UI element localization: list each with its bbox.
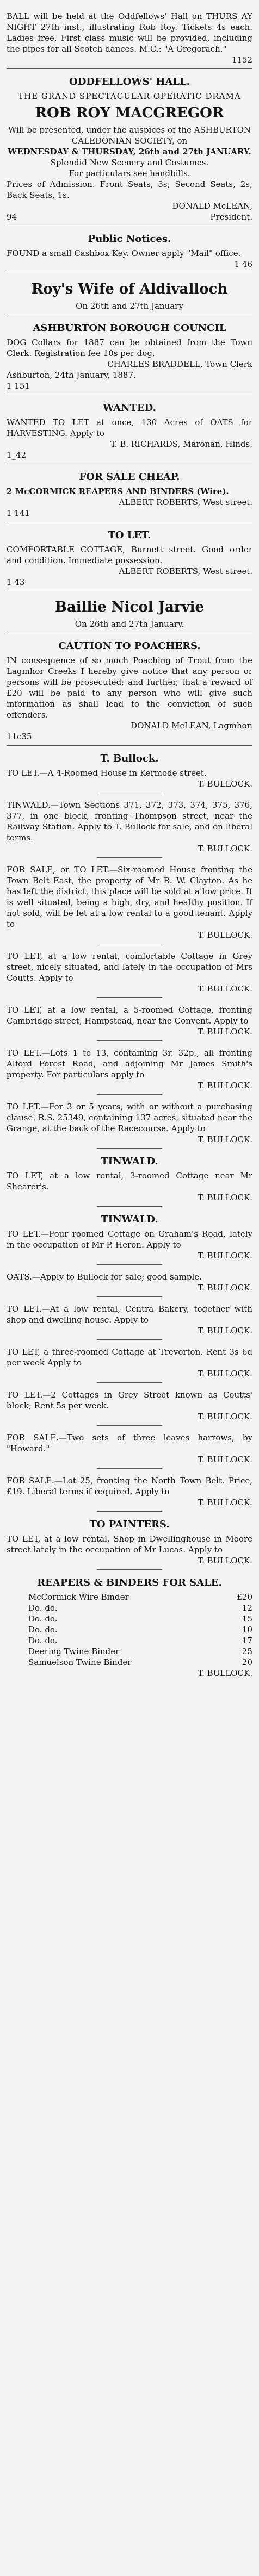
list-item: Do. do. 10 xyxy=(28,1625,252,1635)
cottage-let-text: COMFORTABLE COTTAGE, Burnett street. Good order and condition. Immediate possession. xyxy=(7,545,252,565)
wanted-ref: 1_42 xyxy=(7,450,27,460)
dog-collars-signature: CHARLES BRADDELL, Town Clerk xyxy=(107,359,252,369)
divider xyxy=(97,1148,162,1149)
tinwald-sections-text: TINWALD.—Town Sections 371, 372, 373, 374, 375, 376, 377, in one block, fronting Thompson street, near the Railway Station. Apply to T. Bullock for sale, and on liberal terms. xyxy=(7,800,252,843)
divider xyxy=(97,1094,162,1095)
divider xyxy=(97,1206,162,1207)
painters-text: TO LET, at a low rental, Shop in Dwellinghouse in Moore street lately in the occupation of Mr Lucas. Apply to xyxy=(7,1534,252,1555)
rob-roy-intro: THE GRAND SPECTACULAR OPERATIC DRAMA xyxy=(18,91,241,101)
bullock-heading: T. Bullock. xyxy=(100,753,159,764)
rob-roy-role: President. xyxy=(210,212,252,222)
grahams-road-text: TO LET.—Four roomed Cottage on Graham's Road, lately in the occupation of Mr P. Heron. Apply to xyxy=(7,1229,252,1250)
coutts-block-signature: T. BULLOCK. xyxy=(198,1412,252,1421)
hampstead-cottage-notice xyxy=(7,1005,252,1041)
divider xyxy=(97,1569,162,1570)
grange-land-signature: T. BULLOCK. xyxy=(198,1134,252,1144)
rob-roy-line-4: For particulars see handbills. xyxy=(69,169,190,178)
grey-street-cottage-signature: T. BULLOCK. xyxy=(198,984,252,994)
harrows-notice xyxy=(7,1432,252,1469)
rob-roy-line-5: Prices of Admission: Front Seats, 3s; Second Seats, 2s; Back Seats, 1s. xyxy=(7,179,252,200)
rob-roy-ref: 94 xyxy=(7,212,17,222)
grahams-road-signature: T. BULLOCK. xyxy=(198,1251,252,1261)
reapers-sale-signature: ALBERT ROBERTS, West street. xyxy=(119,497,252,507)
oats-notice xyxy=(7,1271,252,1297)
wanted-text: WANTED TO LET at once, 130 Acres of OATS for HARVESTING. Apply to xyxy=(7,417,252,438)
painters-notice xyxy=(7,1518,252,1570)
coutts-block-text: TO LET.—2 Cottages in Grey Street known as Coutts' block; Rent 5s per week. xyxy=(7,1390,252,1411)
clayton-house-notice xyxy=(7,864,252,944)
grange-land-notice xyxy=(7,1101,252,1149)
found-key-text: FOUND a small Cashbox Key. Owner apply "Mail" office. xyxy=(7,248,241,258)
rob-roy-title: ROB ROY MACGREGOR xyxy=(35,105,224,121)
alford-lots-signature: T. BULLOCK. xyxy=(198,1081,252,1090)
dog-collars-ref: 1 151 xyxy=(7,381,30,391)
divider xyxy=(97,1425,162,1426)
cottage-let-ref: 1 43 xyxy=(7,577,25,587)
baillie-dates: On 26th and 27th January. xyxy=(75,619,184,629)
reapers-sale-text: 2 McCORMICK REAPERS AND BINDERS (Wire). xyxy=(7,486,229,496)
tinwald-cottage-notice xyxy=(7,1155,252,1207)
roys-wife-title: Roy's Wife of Aldivalloch xyxy=(31,281,228,297)
bakery-signature: T. BULLOCK. xyxy=(198,1326,252,1336)
roys-wife-dates: On 26th and 27th January xyxy=(76,301,183,311)
bullock-house-notice xyxy=(7,752,252,793)
bakery-notice xyxy=(7,1303,252,1340)
tinwald-sections-notice xyxy=(7,800,252,858)
ball-notice xyxy=(7,11,252,69)
hampstead-cottage-signature: T. BULLOCK. xyxy=(198,1027,252,1037)
alford-lots-text: TO LET.—Lots 1 to 13, containing 3r. 32p., all fronting Alford Forest Road, and adjoining Mr James Smith's property. For particulars apply to xyxy=(7,1048,252,1080)
dog-collars-date: Ashburton, 24th January, 1887. xyxy=(7,370,136,380)
alford-lots-notice xyxy=(7,1047,252,1095)
found-key-ref: 1 46 xyxy=(234,259,252,269)
list-item: McCormick Wire Binder £20 xyxy=(28,1592,252,1602)
grey-street-cottage-notice xyxy=(7,951,252,998)
ball-notice-text: BALL will be held at the Oddfellows' Hall on THURS AY NIGHT 27th inst., illustrating Rob Roy. Tickets 4s each. Ladies free. First class music will be provided, including the pipes for all Scotch dances. M.C.: "A Gregorach." xyxy=(7,11,252,54)
oats-signature: T. BULLOCK. xyxy=(198,1283,252,1293)
to-let-heading: TO LET. xyxy=(108,529,151,541)
rob-roy-line-1: Will be presented, under the auspices of the ASHBURTON CALEDONIAN SOCIETY, on xyxy=(8,125,251,146)
harrows-text: FOR SALE.—Two sets of three leaves harrows, by "Howard." xyxy=(7,1433,252,1454)
binders-price-list xyxy=(7,1592,252,1668)
rob-roy-line-2: WEDNESDAY & THURSDAY, 26th and 27th JANUARY. xyxy=(8,147,251,157)
list-item: Do. do. 12 xyxy=(28,1603,252,1613)
grahams-road-notice xyxy=(7,1213,252,1265)
reapers-sale-notice xyxy=(7,471,252,522)
rob-roy-heading: ODDFELLOWS' HALL. xyxy=(69,76,190,88)
ball-notice-ref: 1152 xyxy=(231,55,252,65)
dog-collars-notice xyxy=(7,322,252,395)
rob-roy-notice xyxy=(7,76,252,226)
found-key-notice xyxy=(7,233,252,273)
painters-heading: TO PAINTERS. xyxy=(89,1519,170,1530)
trevorton-cottage-text: TO LET, a three-roomed Cottage at Trevorton. Rent 3s 6d per week Apply to xyxy=(7,1347,252,1368)
rob-roy-signature: DONALD McLEAN, xyxy=(172,201,252,211)
dog-collars-text: DOG Collars for 1887 can be obtained from the Town Clerk. Registration fee 10s per dog. xyxy=(7,338,252,358)
bullock-house-text: TO LET.—A 4-Roomed House in Kermode street. xyxy=(7,768,207,778)
binders-sale-heading: REAPERS & BINDERS FOR SALE. xyxy=(37,1577,222,1588)
oats-text: OATS.—Apply to Bullock for sale; good sample. xyxy=(7,1272,202,1282)
roys-wife-notice xyxy=(7,280,252,315)
coutts-block-notice xyxy=(7,1389,252,1426)
harrows-signature: T. BULLOCK. xyxy=(198,1455,252,1464)
public-notices-heading: Public Notices. xyxy=(88,233,171,245)
baillie-title: Baillie Nicol Jarvie xyxy=(54,599,205,615)
trevorton-cottage-notice xyxy=(7,1346,252,1383)
clayton-house-signature: T. BULLOCK. xyxy=(198,930,252,940)
list-item: Do. do. 15 xyxy=(28,1614,252,1624)
divider xyxy=(97,1339,162,1340)
bakery-text: TO LET.—At a low rental, Centra Bakery, together with shop and dwelling house. Apply to xyxy=(7,1304,252,1325)
divider xyxy=(97,1382,162,1383)
lot-25-signature: T. BULLOCK. xyxy=(198,1498,252,1507)
binders-sale-signature: T. BULLOCK. xyxy=(198,1668,252,1678)
poachers-signature: DONALD McLEAN, Lagmhor. xyxy=(131,721,252,731)
reapers-sale-ref: 1 141 xyxy=(7,508,30,518)
rob-roy-line-3: Splendid New Scenery and Costumes. xyxy=(50,158,209,167)
trevorton-cottage-signature: T. BULLOCK. xyxy=(198,1369,252,1379)
poachers-ref: 11c35 xyxy=(7,732,32,741)
grey-street-cottage-text: TO LET, at a low rental, comfortable Cottage in Grey street, nicely situated, and lately in the occupation of Mrs Coutts. Apply to xyxy=(7,951,252,983)
hampstead-cottage-text: TO LET, at a low rental, a 5-roomed Cottage, fronting Cambridge street, Hampstead, near the Convent. Apply to xyxy=(7,1005,252,1026)
wanted-heading: WANTED. xyxy=(103,402,156,414)
newspaper-column xyxy=(7,0,252,1679)
divider xyxy=(97,857,162,858)
divider xyxy=(97,1296,162,1297)
wanted-notice xyxy=(7,402,252,464)
cottage-let-signature: ALBERT ROBERTS, West street. xyxy=(119,566,252,576)
tinwald-cottage-signature: T. BULLOCK. xyxy=(198,1193,252,1202)
poachers-text: IN consequence of so much Poaching of Trout from the Lagmhor Creeks I hereby give notice that any person or persons will be prosecuted; and further, that a reward of £20 will be paid to any person who will give such information as shall lead to the conviction of such offenders. xyxy=(7,656,252,720)
wanted-signature: T. B. RICHARDS, Maronan, Hinds. xyxy=(110,439,252,449)
cottage-let-notice xyxy=(7,529,252,591)
poachers-notice xyxy=(7,640,252,746)
tinwald-heading: TINWALD. xyxy=(101,1156,158,1167)
painters-signature: T. BULLOCK. xyxy=(198,1556,252,1565)
list-item: Samuelson Twine Binder 20 xyxy=(28,1657,252,1667)
divider xyxy=(97,1511,162,1512)
sale-cheap-heading: FOR SALE CHEAP. xyxy=(79,471,180,483)
poachers-heading: CAUTION TO POACHERS. xyxy=(58,640,201,652)
lot-25-text: FOR SALE.—Lot 25, fronting the North Town Belt. Price, £19. Liberal terms if required. Apply to xyxy=(7,1476,252,1496)
baillie-notice xyxy=(7,598,252,633)
divider xyxy=(97,1264,162,1265)
divider xyxy=(7,745,252,746)
binders-sale-notice xyxy=(7,1576,252,1679)
tinwald-heading-2: TINWALD. xyxy=(101,1214,158,1225)
bullock-house-signature: T. BULLOCK. xyxy=(198,779,252,789)
lot-25-notice xyxy=(7,1475,252,1512)
divider xyxy=(97,997,162,998)
borough-council-heading: ASHBURTON BOROUGH COUNCIL xyxy=(33,322,226,334)
clayton-house-text: FOR SALE, or TO LET.—Six-roomed House fronting the Town Belt East, the property of Mr R. W. Clayton. As he has left the district, this place will be sold at a low price. It is well situated, being a high, dry, and healthy position. If not sold, will be let at a low rental to a good tenant. Apply to xyxy=(7,865,252,929)
grange-land-text: TO LET.—For 3 or 5 years, with or without a purchasing clause, R.S. 25349, containing 137 acres, situated near the Grange, at the back of the Racecourse. Apply to xyxy=(7,1102,252,1133)
list-item: Deering Twine Binder 25 xyxy=(28,1646,252,1656)
tinwald-cottage-text: TO LET, at a low rental, 3-roomed Cottage near Mr Shearer's. xyxy=(7,1171,252,1192)
list-item: Do. do. 17 xyxy=(28,1636,252,1645)
divider xyxy=(7,68,252,69)
divider xyxy=(97,1468,162,1469)
tinwald-sections-signature: T. BULLOCK. xyxy=(198,844,252,853)
divider xyxy=(97,1040,162,1041)
